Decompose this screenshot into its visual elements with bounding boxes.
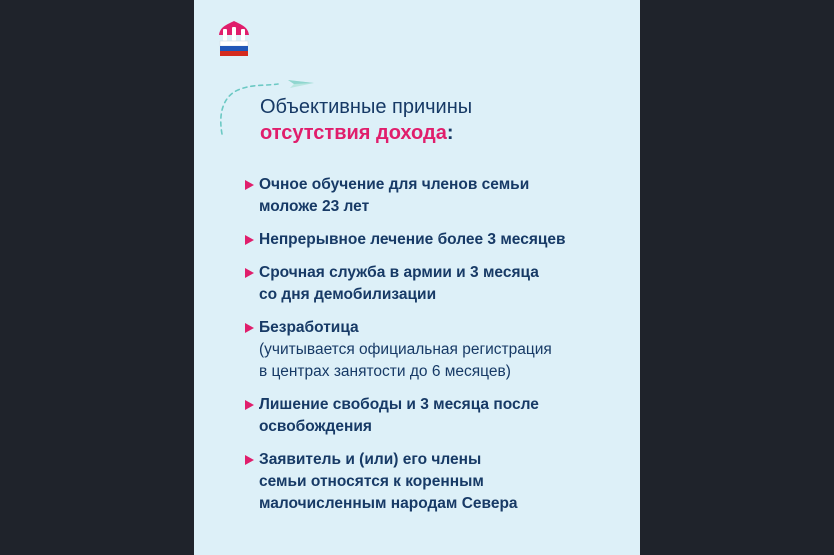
list-item-line: моложе 23 лет xyxy=(259,198,370,215)
bullet-triangle-icon xyxy=(245,323,254,333)
title-colon: : xyxy=(446,122,454,144)
list-item-line: (учитывается официальная регистрация xyxy=(259,341,552,358)
list-item xyxy=(244,174,624,218)
bullet-triangle-icon xyxy=(245,455,254,465)
bullet-triangle-icon xyxy=(245,235,254,245)
reasons-list xyxy=(244,174,624,526)
list-item-line: Лишение свободы и 3 месяца после xyxy=(259,396,539,413)
list-item-line: со дня демобилизации xyxy=(259,286,437,303)
list-item-line: Срочная служба в армии и 3 месяца xyxy=(259,264,539,281)
bullet-triangle-icon xyxy=(245,180,254,190)
list-item-line: освобождения xyxy=(259,418,372,435)
list-item-line: в центрах занятости до 6 месяцев) xyxy=(259,363,511,380)
list-item xyxy=(244,394,624,438)
list-item-line: семьи относятся к коренным xyxy=(259,473,484,490)
list-item-line: Заявитель и (или) его члены xyxy=(259,451,482,468)
list-item-line: Непрерывное лечение более 3 месяцев xyxy=(259,231,566,248)
list-item xyxy=(244,449,624,515)
list-item xyxy=(244,229,624,251)
list-item xyxy=(244,317,624,383)
title-accent: отсутствия дохода xyxy=(260,122,447,144)
page-title xyxy=(260,94,620,146)
bullet-triangle-icon xyxy=(245,400,254,410)
title-line-1: Объективные причины xyxy=(260,96,473,118)
info-card xyxy=(194,0,640,555)
list-item xyxy=(244,262,624,306)
list-item-line: малочисленным народам Севера xyxy=(259,495,518,512)
list-item-line: Очное обучение для членов семьи xyxy=(259,176,530,193)
title-line-2 xyxy=(260,120,620,146)
list-item-line: Безработица xyxy=(259,319,359,336)
pfr-logo-icon xyxy=(216,19,252,57)
bullet-triangle-icon xyxy=(245,268,254,278)
